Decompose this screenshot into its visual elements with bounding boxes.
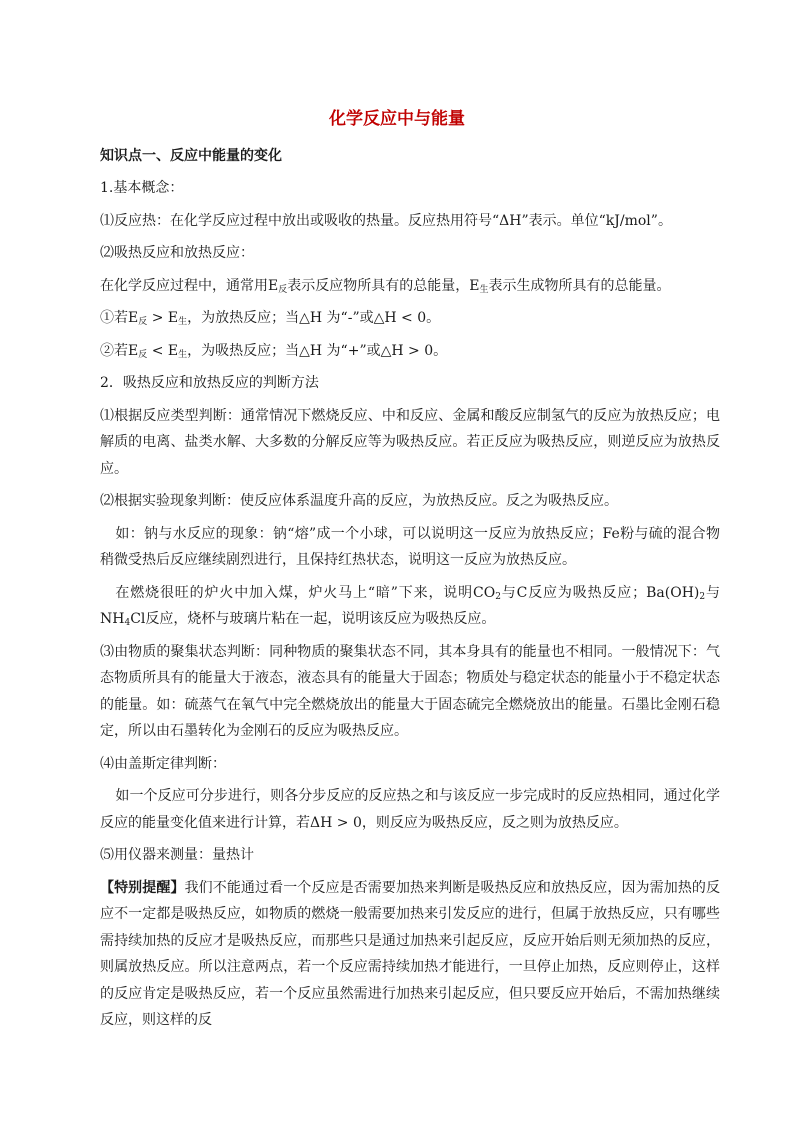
text-run: ②若E (100, 342, 139, 359)
paragraph-hess-title: ⑷由盖斯定律判断： (100, 755, 226, 772)
paragraph-hess: 如一个反应可分步进行，则各分步反应的反应热之和与该反应一步完成时的反应热相同，通过化学反应的能量变化值来进行计算，若ΔH > 0，则反应为吸热反应，反之则为放热反应。 (100, 788, 720, 831)
text-run: < E (147, 342, 179, 359)
text-run: > E (147, 310, 179, 326)
subscript: 2 (495, 591, 501, 602)
subscript: 生 (178, 349, 188, 360)
page-title: 化学反应中与能量 (329, 109, 465, 129)
text-run: 与C反应为吸热反应；Ba(OH) (500, 584, 700, 601)
paragraph-special-note (100, 875, 720, 1034)
subscript: 反 (138, 317, 148, 327)
item-title-2: 2．吸热反应和放热反应的判断方法 (100, 375, 319, 391)
text-run: Cl反应，烧杯与玻璃片粘在一起，说明该反应为吸热反应。 (130, 611, 496, 627)
item-title-1: 1.基本概念： (100, 180, 184, 196)
paragraph-state: ⑶由物质的聚集状态判断：同种物质的聚集状态不同，其本身具有的能量也不相同。一般情况下：气态物质所具有的能量大于液态，液态具有的能量大于固态；物质处与稳定状态的能量小于不稳定状态的能量。如：硫蒸气在氧气中完全燃烧放出的能量大于固态硫完全燃烧放出的能量。石墨比金刚石稳定，所以由石墨转化为金刚石的反应为吸热反应。 (100, 643, 720, 739)
text-run: 表示生成物所具有的总能量。 (488, 277, 671, 294)
text-run: 表示反应物所具有的总能量，E (287, 277, 480, 294)
paragraph-coal-example (100, 580, 720, 633)
note-tag: 【特别提醒】 (100, 879, 185, 896)
subscript: 反 (278, 284, 288, 295)
paragraph-endo-exo-title: ⑵吸热反应和放热反应： (100, 245, 254, 261)
paragraph-energy-definition (100, 273, 720, 300)
section-heading: 知识点一、反应中能量的变化 (100, 148, 282, 164)
paragraph-sodium-example: 如：钠与水反应的现象：钠“熔”成一个小球，可以说明这一反应为放热反应；Fe粉与硫的混合物稍微受热后反应继续剧烈进行，且保持红热状态，说明这一反应为放热反应。 (100, 525, 720, 568)
paragraph-instrument: ⑸用仪器来测量：量热计 (100, 847, 254, 863)
text-run: 在化学反应过程中，通常用E (100, 277, 279, 294)
subscript: 4 (124, 618, 131, 628)
subscript: 反 (138, 349, 148, 360)
text-run: 我们不能通过看一个反应是否需要加热来判断是吸热反应和放热反应，因为需加热的反应不一定都是吸热反应，如物质的燃烧一般需要加热来引发反应的进行，但属于放热反应，只有哪些需持续加热的反应才是吸热反应，而那些只是通过加热来引起反应，反应开始后则无须加热的反应，则属放热反应。所以注意两点，若一个反应需持续加热才能进行，一旦停止加热，反应则停止，这样的反应肯定是吸热反应，若一个反应虽然需进行加热来引起反应，但只要反应开始后，不需加热继续反应，则这样的反 (100, 879, 721, 1028)
paragraph-experiment: ⑵根据实验现象判断：使反应体系温度升高的反应，为放热反应。反之为吸热反应。 (100, 493, 618, 509)
subscript: 2 (699, 591, 706, 602)
text-run: 与NH (100, 584, 720, 627)
text-run: ，为吸热反应；当△H 为“+”或△H > 0。 (187, 342, 448, 359)
paragraph-reaction-heat: ⑴反应热：在化学反应过程中放出或吸收的热量。反应热用符号“ΔH”表示。单位“kJ/mol”。 (100, 212, 672, 229)
paragraph-endothermic-condition (100, 338, 720, 365)
paragraph-reaction-type: ⑴根据反应类型判断：通常情况下燃烧反应、中和反应、金属和酸反应制氢气的反应为放热反应；电解质的电离、盐类水解、大多数的分解反应等为吸热反应。若正反应为吸热反应，则逆反应为放热反应。 (100, 407, 720, 477)
subscript: 生 (479, 284, 489, 295)
subscript: 生 (178, 317, 188, 327)
document-body (100, 143, 720, 1040)
paragraph-exothermic-condition (100, 305, 720, 332)
text-run: ，为放热反应；当△H 为“-”或△H < 0。 (187, 310, 441, 326)
text-run: ①若E (100, 310, 139, 326)
text-run: 在燃烧很旺的炉火中加入煤，炉火马上“暗”下来，说明CO (115, 584, 496, 601)
